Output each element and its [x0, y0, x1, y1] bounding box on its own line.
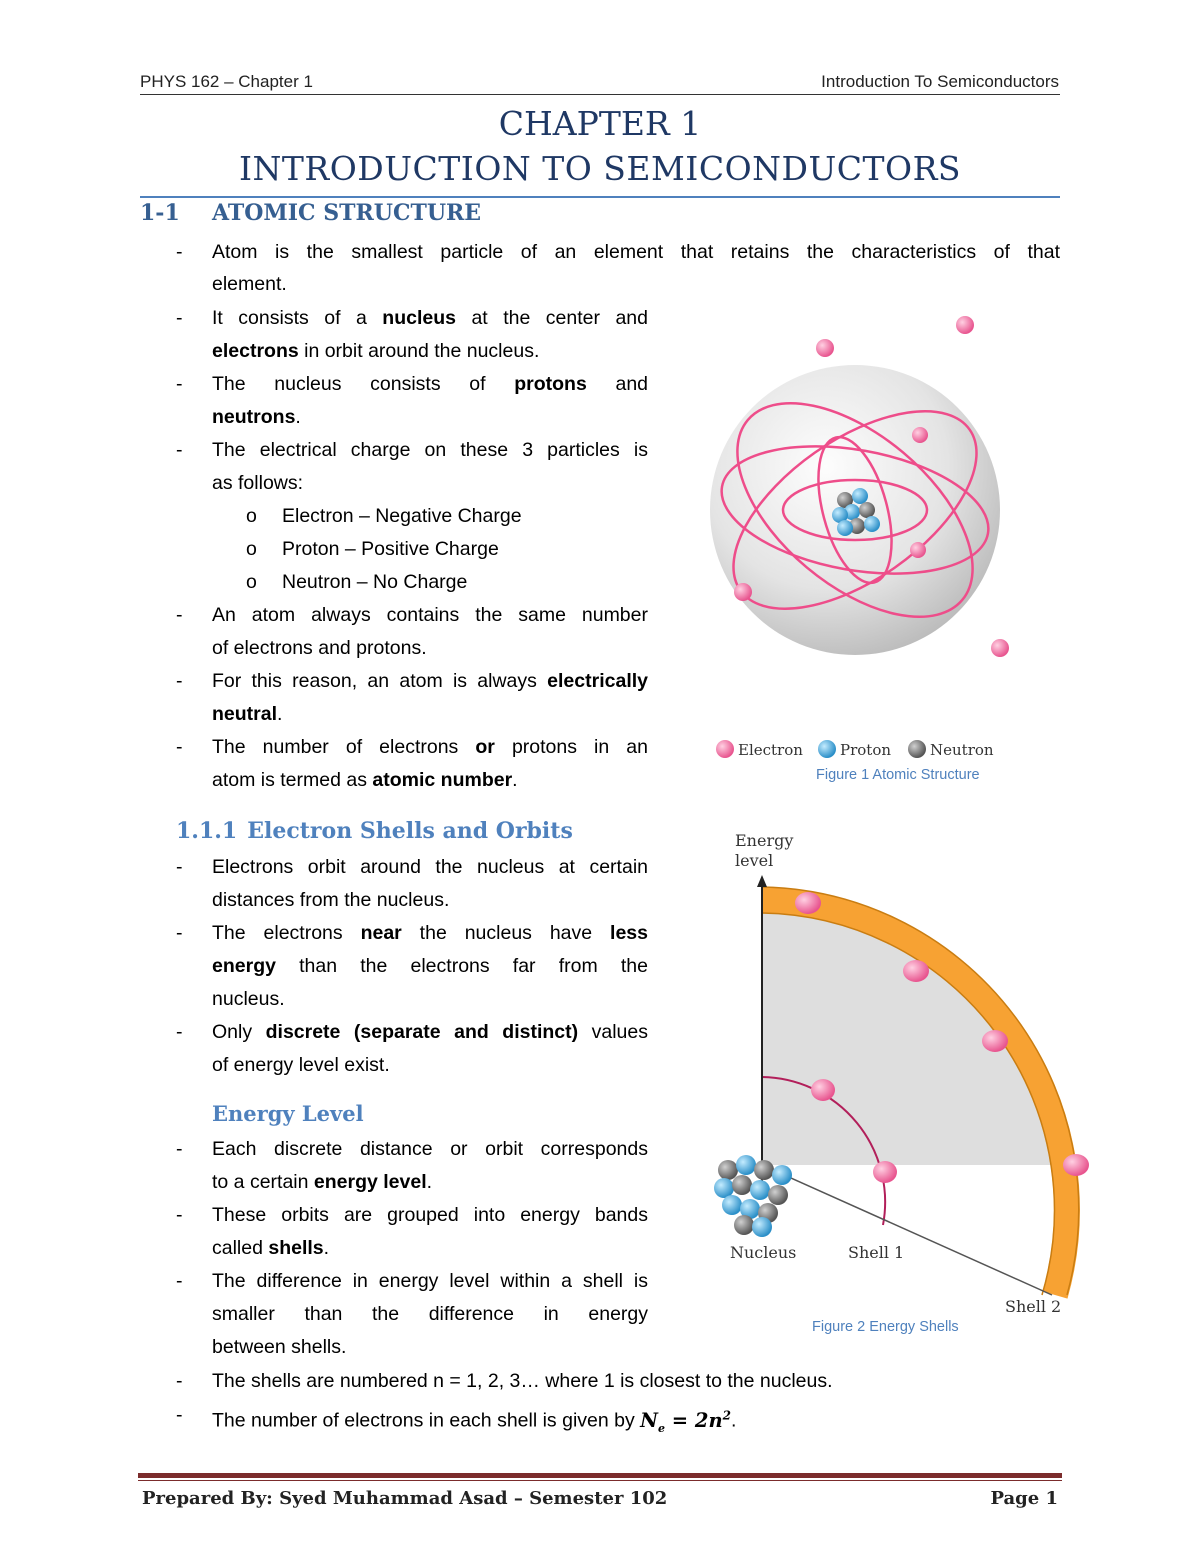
footer-rule-thin — [138, 1480, 1062, 1481]
wedge-cut — [762, 1165, 1072, 1295]
bullet-same-number-cont: of electrons and protons. — [212, 637, 427, 659]
chapter-title: INTRODUCTION TO SEMICONDUCTORS — [238, 149, 962, 188]
formula: $N_e = 2n^2$ — [640, 1408, 732, 1435]
bullet-neutral: For this reason, an atom is always electrically — [212, 670, 648, 692]
footer-page-number: Page 1 — [990, 1488, 1058, 1509]
bullet-dash: - — [176, 307, 183, 329]
axis-arrow-icon — [757, 875, 767, 887]
bullet-neutral-cont: neutral. — [212, 703, 283, 725]
footer-author: Prepared By: Syed Muhammad Asad – Semester 102 — [142, 1488, 668, 1509]
bullet-orbit-distance: Electrons orbit around the nucleus at certain — [212, 856, 648, 878]
running-header-right: Introduction To Semiconductors — [821, 72, 1059, 91]
bullet-orbit-distance-cont: distances from the nucleus. — [212, 889, 450, 911]
bullet-atomic-number: The number of electrons or protons in an — [212, 736, 648, 758]
axis-label-level: level — [735, 851, 774, 870]
bullet-dash: - — [176, 604, 183, 626]
bullet-atomic-number-cont: atom is termed as atomic number. — [212, 769, 518, 791]
running-header-left: PHYS 162 – Chapter 1 — [140, 72, 313, 91]
bullet-energy-difference-cont2: between shells. — [212, 1336, 347, 1358]
section-heading — [140, 200, 481, 226]
bullet-protons-cont: neutrons. — [212, 406, 301, 428]
bullet-dash: - — [176, 1404, 183, 1426]
bullet-dash: - — [176, 1204, 183, 1226]
sub-bullet-electron: Electron – Negative Charge — [282, 505, 522, 527]
figure2-caption: Figure 2 Energy Shells — [812, 1319, 959, 1335]
bullet-dash: - — [176, 373, 183, 395]
bullet-electrons-per-shell: The number of electrons in each shell is given by $N_e = 2n^2$. — [212, 1408, 737, 1435]
section-number: 1-1 — [140, 200, 180, 226]
legend-electron-dot — [716, 740, 734, 758]
bullet-orbit-energy: Each discrete distance or orbit corresponds — [212, 1138, 648, 1160]
shell1-label: Shell 1 — [848, 1243, 905, 1262]
legend-proton-dot — [818, 740, 836, 758]
bullet-shell-numbering: The shells are numbered n = 1, 2, 3… where 1 is closest to the nucleus. — [212, 1370, 833, 1392]
footer-rule-thick — [138, 1473, 1062, 1478]
bullet-energy-difference: The difference in energy level within a shell is — [212, 1270, 648, 1292]
sub-bullet-proton: Proton – Positive Charge — [282, 538, 499, 560]
legend-electron-label: Electron — [738, 741, 803, 759]
section-title: ATOMIC STRUCTURE — [212, 200, 482, 226]
bullet-atom-definition: Atom is the smallest particle of an element that retains the characteristics of that — [212, 241, 1060, 263]
bullet-near-less-energy-cont: energy than the electrons far from the — [212, 955, 648, 977]
nucleus-cluster — [714, 1155, 792, 1237]
bullet-near-less-energy-cont2: nucleus. — [212, 988, 285, 1010]
bullet-protons: The nucleus consists of protons and — [212, 373, 649, 395]
bullet-dash: - — [176, 1270, 183, 1292]
bullet-dash: - — [176, 439, 183, 461]
bullet-same-number: An atom always contains the same number — [212, 604, 648, 626]
bullet-dash: - — [176, 922, 183, 944]
shell2-label: Shell 2 — [1005, 1297, 1062, 1316]
sub-bullet-marker: o — [246, 538, 257, 560]
bullet-dash: - — [176, 1138, 183, 1160]
bullet-dash: - — [176, 1370, 183, 1392]
sub-bullet-marker: o — [246, 505, 257, 527]
bullet-dash: - — [176, 241, 183, 263]
bullet-energy-difference-cont: smaller than the difference in energy — [212, 1303, 648, 1325]
bullet-dash: - — [176, 856, 183, 878]
figure1-caption: Figure 1 Atomic Structure — [816, 767, 980, 783]
legend-neutron-dot — [908, 740, 926, 758]
header-rule — [140, 94, 1060, 95]
figure1-legend — [716, 740, 994, 759]
bullet-discrete: Only discrete (separate and distinct) values — [212, 1021, 648, 1043]
bullet-nucleus: It consists of a nucleus at the center and — [212, 307, 648, 329]
bullet-charge: The electrical charge on these 3 particles is — [212, 439, 648, 461]
sub-bullet-neutron: Neutron – No Charge — [282, 571, 468, 593]
bullet-nucleus-cont: electrons in orbit around the nucleus. — [212, 340, 540, 362]
bullet-dash: - — [176, 670, 183, 692]
legend-proton-label: Proton — [840, 741, 892, 759]
energy-level-heading: Energy Level — [212, 1101, 364, 1126]
nucleus-label: Nucleus — [730, 1243, 797, 1262]
bullet-charge-cont: as follows: — [212, 472, 304, 494]
legend-neutron-label: Neutron — [930, 741, 994, 759]
bullet-near-less-energy: The electrons near the nucleus have less — [212, 922, 648, 944]
bullet-dash: - — [176, 1021, 183, 1043]
title-rule — [140, 196, 1060, 198]
bullet-shells-cont: called shells. — [212, 1237, 330, 1259]
atomic-structure-figure — [700, 300, 1010, 770]
bullet-atom-definition-cont: element. — [212, 273, 287, 295]
bullet-orbit-energy-cont: to a certain energy level. — [212, 1171, 433, 1193]
sub-bullet-marker: o — [246, 571, 257, 593]
chapter-number: CHAPTER 1 — [498, 104, 702, 143]
subsection-heading: 1.1.1 Electron Shells and Orbits — [176, 818, 573, 844]
bullet-shells: These orbits are grouped into energy bands — [212, 1204, 648, 1226]
bullet-dash: - — [176, 736, 183, 758]
bullet-discrete-cont: of energy level exist. — [212, 1054, 390, 1076]
energy-shells-figure — [700, 825, 1100, 1325]
axis-label-energy: Energy — [735, 831, 794, 850]
